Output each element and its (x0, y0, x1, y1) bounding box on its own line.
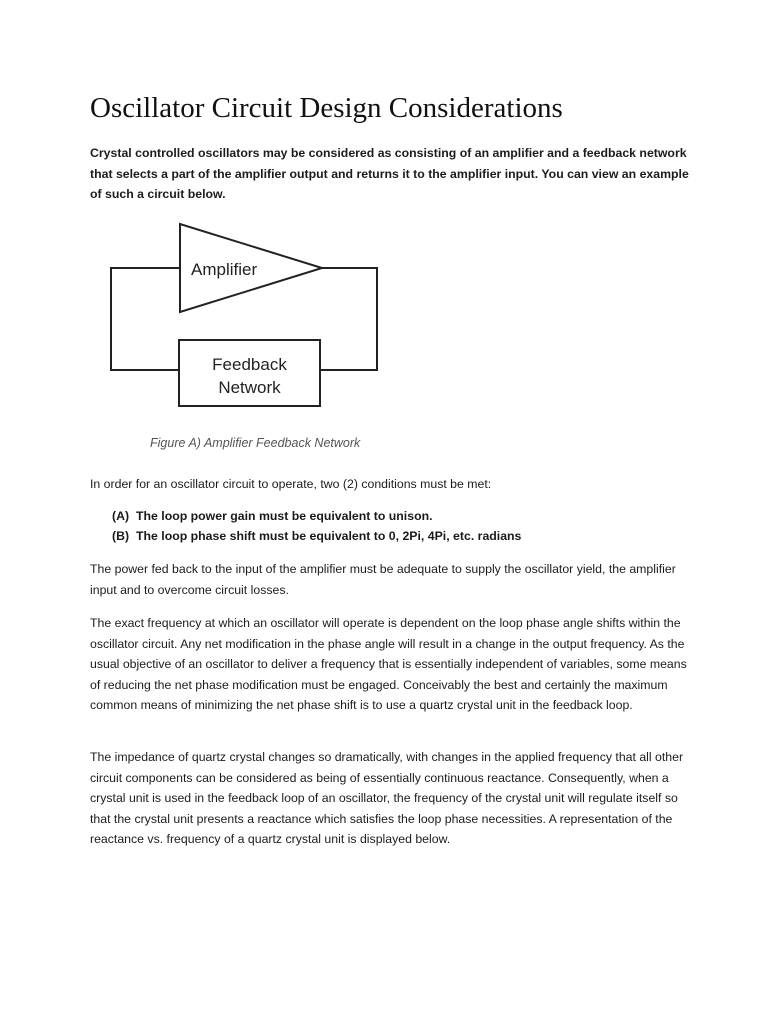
page-title: Oscillator Circuit Design Considerations (90, 92, 563, 124)
condition-marker: (B) (112, 529, 130, 543)
feedback-loop-wire (320, 268, 377, 370)
list-item (112, 506, 521, 526)
feedback-label-line1: Feedback (212, 355, 287, 374)
impedance-paragraph: The impedance of quartz crystal changes so dramatically, with changes in the applied frequency that all other circuit components can be considered as being of essentially continuous reactance. Consequently, when a crystal unit is used in the feedback loop of an oscillator, the frequency of the crystal unit will regulate itself so that the crystal unit presents a reactance which satisfies the loop phase necessities. A representation of the reactance vs. frequency of a quartz crystal unit is displayed below. (90, 750, 684, 846)
condition-text: The loop power gain must be equivalent to unison. (136, 509, 433, 523)
list-item (112, 526, 521, 546)
figure-caption: Figure A) Amplifier Feedback Network (150, 436, 361, 450)
frequency-paragraph: The exact frequency at which an oscillator will operate is dependent on the loop phase angle shifts within the oscillator circuit. Any net modification in the phase angle will result in a change in the output frequency. As the usual objective of an oscillator to deliver a frequency that is essentially independent of variables, some means of reducing the net phase modification must be engaged. Conceivably the best and certainly the maximum common means of minimizing the net phase shift is to use a quartz crystal unit in the feedback loop. (90, 616, 687, 712)
condition-text: The loop phase shift must be equivalent to 0, 2Pi, 4Pi, etc. radians (136, 529, 522, 543)
amplifier-feedback-diagram (100, 215, 400, 455)
power-paragraph: The power fed back to the input of the amplifier must be adequate to supply the oscillator yield, the amplifier input and to overcome circuit losses. (90, 562, 676, 597)
conditions-list (112, 506, 521, 546)
intro-paragraph: Crystal controlled oscillators may be considered as consisting of an amplifier and a feedback network that selects a part of the amplifier output and returns it to the amplifier input. You can view an example of such a circuit below. (90, 146, 689, 201)
input-loop-wire (111, 268, 180, 370)
condition-marker: (A) (112, 509, 130, 523)
conditions-intro: In order for an oscillator circuit to operate, two (2) conditions must be met: (90, 477, 492, 491)
feedback-label-line2: Network (218, 378, 281, 397)
amplifier-label: Amplifier (191, 260, 258, 279)
